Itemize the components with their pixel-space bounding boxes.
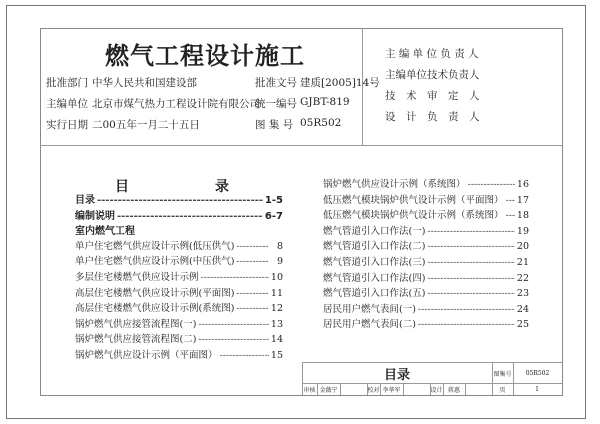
page-label: 页 bbox=[492, 383, 514, 395]
toc-entry-page: 11 bbox=[270, 287, 283, 299]
toc-entry-label: 锅炉燃气供应接管流程图(一) bbox=[75, 318, 197, 330]
toc-entry-page: 22 bbox=[516, 272, 529, 284]
toc-leader-dots bbox=[236, 241, 269, 252]
document-title: 燃气工程设计施工 bbox=[105, 42, 305, 70]
meta-label: 批准部门 bbox=[46, 77, 88, 89]
review-signature bbox=[340, 383, 368, 395]
toc-entry-label: 目录 bbox=[75, 195, 95, 206]
meta-value: 中华人民共和国建设部 bbox=[92, 77, 197, 89]
design-signature bbox=[465, 383, 493, 395]
toc-entry bbox=[323, 301, 529, 315]
toc-leader-dots bbox=[418, 319, 515, 330]
toc-entry-page: 10 bbox=[270, 272, 283, 283]
meta-label: 主编单位 bbox=[46, 98, 88, 110]
design-label: 设计 bbox=[430, 383, 444, 395]
toc-leader-dots bbox=[506, 195, 515, 206]
title-block-name: 目录 bbox=[383, 367, 410, 383]
toc-leader-dots bbox=[427, 226, 514, 237]
toc-heading-right: 录 bbox=[215, 179, 229, 195]
toc-entry-page: 21 bbox=[516, 257, 529, 268]
toc-entry-label: 燃气管道引入口作法(一) bbox=[323, 225, 426, 237]
toc-entry-page: 25 bbox=[516, 319, 529, 331]
toc-entry-label: 燃气管道引入口作法(四) bbox=[323, 272, 426, 284]
toc-entry bbox=[75, 285, 283, 299]
toc-leader-dots bbox=[117, 211, 263, 222]
toc-entry bbox=[323, 176, 529, 190]
toc-entry bbox=[75, 253, 283, 267]
responsible-person-label: 设 计 负 责 人 bbox=[385, 111, 480, 123]
toc-leader-dots bbox=[220, 350, 269, 361]
toc-entry-label: 室内燃气工程 bbox=[75, 226, 135, 238]
design-name: 蒋惠 bbox=[443, 383, 466, 395]
atlas-label: 图集号 bbox=[493, 370, 512, 378]
toc-entry-page: 17 bbox=[516, 194, 529, 206]
toc-leader-dots bbox=[198, 334, 268, 345]
toc-entry-page: 23 bbox=[516, 288, 529, 300]
meta-right-value: GJBT-819 bbox=[300, 96, 350, 108]
toc-entry-label: 高层住宅楼燃气供应设计示例(系统图) bbox=[75, 303, 235, 315]
toc-entry-page: 15 bbox=[270, 350, 283, 361]
toc-entry-label: 低压燃气模块锅炉供气设计示例（平面图） bbox=[323, 194, 504, 206]
toc-entry-label: 多层住宅楼燃气供应设计示例 bbox=[75, 272, 199, 283]
toc-entry bbox=[75, 207, 283, 222]
meta-label: 实行日期 bbox=[46, 119, 88, 131]
toc-entry-label: 锅炉燃气供应设计示例（平面图） bbox=[75, 350, 218, 361]
toc-entry bbox=[323, 316, 529, 330]
toc-entry-page: 13 bbox=[270, 318, 283, 330]
toc-entry bbox=[323, 238, 529, 252]
toc-entry bbox=[75, 269, 283, 283]
review-name: 金薇宁 bbox=[317, 383, 341, 395]
toc-leader-dots bbox=[236, 303, 268, 314]
toc-leader-dots bbox=[97, 195, 263, 206]
atlas-number: 05R502 bbox=[525, 369, 550, 377]
toc-leader-dots bbox=[427, 241, 514, 252]
toc-entry bbox=[323, 223, 529, 237]
toc-leader-dots bbox=[427, 288, 514, 299]
toc-entry-label: 单户住宅燃气供应设计示例(中压供气) bbox=[75, 256, 235, 268]
header-divider bbox=[40, 145, 562, 146]
responsible-person-label: 主编单位技术负责人 bbox=[385, 69, 480, 81]
toc-entry bbox=[75, 331, 283, 345]
toc-entry-page: 14 bbox=[270, 334, 283, 346]
check-name: 李华军 bbox=[380, 383, 404, 395]
toc-leader-dots bbox=[468, 179, 515, 190]
responsible-person-label: 技 术 审 定 人 bbox=[385, 90, 480, 102]
toc-entry bbox=[75, 347, 283, 361]
meta-right-label: 批准文号 bbox=[255, 77, 297, 89]
toc-entry-label: 燃气管道引入口作法(二) bbox=[323, 241, 426, 253]
toc-entry-page: 8 bbox=[276, 240, 283, 252]
check-signature bbox=[403, 383, 431, 395]
toc-entry-page: 19 bbox=[516, 225, 529, 237]
toc-entry-page: 9 bbox=[276, 256, 283, 268]
toc-leader-dots bbox=[427, 273, 514, 284]
toc-entry-label: 锅炉燃气供应接管流程图(二) bbox=[75, 334, 197, 346]
toc-entry bbox=[323, 254, 529, 268]
toc-entry-page: 20 bbox=[516, 241, 529, 253]
responsible-person-label: 主 编 单 位 负 责 人 bbox=[385, 48, 479, 60]
toc-entry bbox=[323, 285, 529, 299]
meta-value: 二00五年一月二十五日 bbox=[92, 119, 200, 131]
toc-leader-dots bbox=[198, 319, 268, 330]
toc-entry bbox=[75, 316, 283, 330]
toc-leader-dots bbox=[427, 257, 514, 268]
meta-right-value: 05R502 bbox=[300, 117, 342, 129]
toc-entry-label: 高层住宅楼燃气供应设计示例(平面图) bbox=[75, 287, 235, 299]
toc-entry-label: 居民用户燃气表间(一) bbox=[323, 303, 416, 315]
toc-entry-label: 低压燃气模块锅炉供气设计示例（系统图） bbox=[323, 210, 504, 222]
toc-entry-label: 燃气管道引入口作法(三) bbox=[323, 257, 426, 268]
toc-entry-page: 18 bbox=[516, 210, 529, 222]
toc-entry-page: 16 bbox=[516, 179, 529, 190]
check-label: 校对 bbox=[367, 383, 381, 395]
meta-right-value: 建质[2005]14号 bbox=[300, 77, 380, 89]
toc-entry bbox=[323, 207, 529, 221]
toc-leader-dots bbox=[236, 288, 268, 299]
toc-entry bbox=[75, 191, 283, 206]
toc-entry-label: 锅炉燃气供应设计示例（系统图） bbox=[323, 179, 466, 190]
toc-entry bbox=[75, 300, 283, 314]
meta-value: 北京市煤气热力工程设计院有限公司 bbox=[92, 98, 260, 110]
review-label: 审核 bbox=[302, 383, 318, 395]
toc-entry-page: 6-7 bbox=[264, 210, 283, 222]
toc-entry bbox=[75, 238, 283, 252]
toc-entry-label: 居民用户燃气表间(二) bbox=[323, 319, 416, 331]
toc-entry bbox=[75, 222, 283, 237]
toc-entry-page: 12 bbox=[270, 303, 283, 315]
toc-entry-label: 编制说明 bbox=[75, 210, 115, 222]
meta-right-label: 统一编号 bbox=[255, 98, 297, 110]
toc-leader-dots bbox=[506, 210, 515, 221]
toc-leader-dots bbox=[201, 272, 269, 283]
toc-entry-label: 单户住宅燃气供应设计示例(低压供气) bbox=[75, 240, 235, 252]
toc-entry-page: 1-5 bbox=[264, 195, 283, 206]
page-number: 1 bbox=[535, 385, 539, 393]
toc-leader-dots bbox=[418, 304, 515, 315]
toc-entry bbox=[323, 270, 529, 284]
toc-entry-page: 24 bbox=[516, 303, 529, 315]
toc-entry-label: 燃气管道引入口作法(五) bbox=[323, 288, 426, 300]
toc-leader-dots bbox=[236, 256, 269, 267]
toc-entry bbox=[323, 192, 529, 206]
toc-heading-left: 目 bbox=[115, 179, 129, 195]
meta-right-label: 图 集 号 bbox=[255, 119, 294, 131]
